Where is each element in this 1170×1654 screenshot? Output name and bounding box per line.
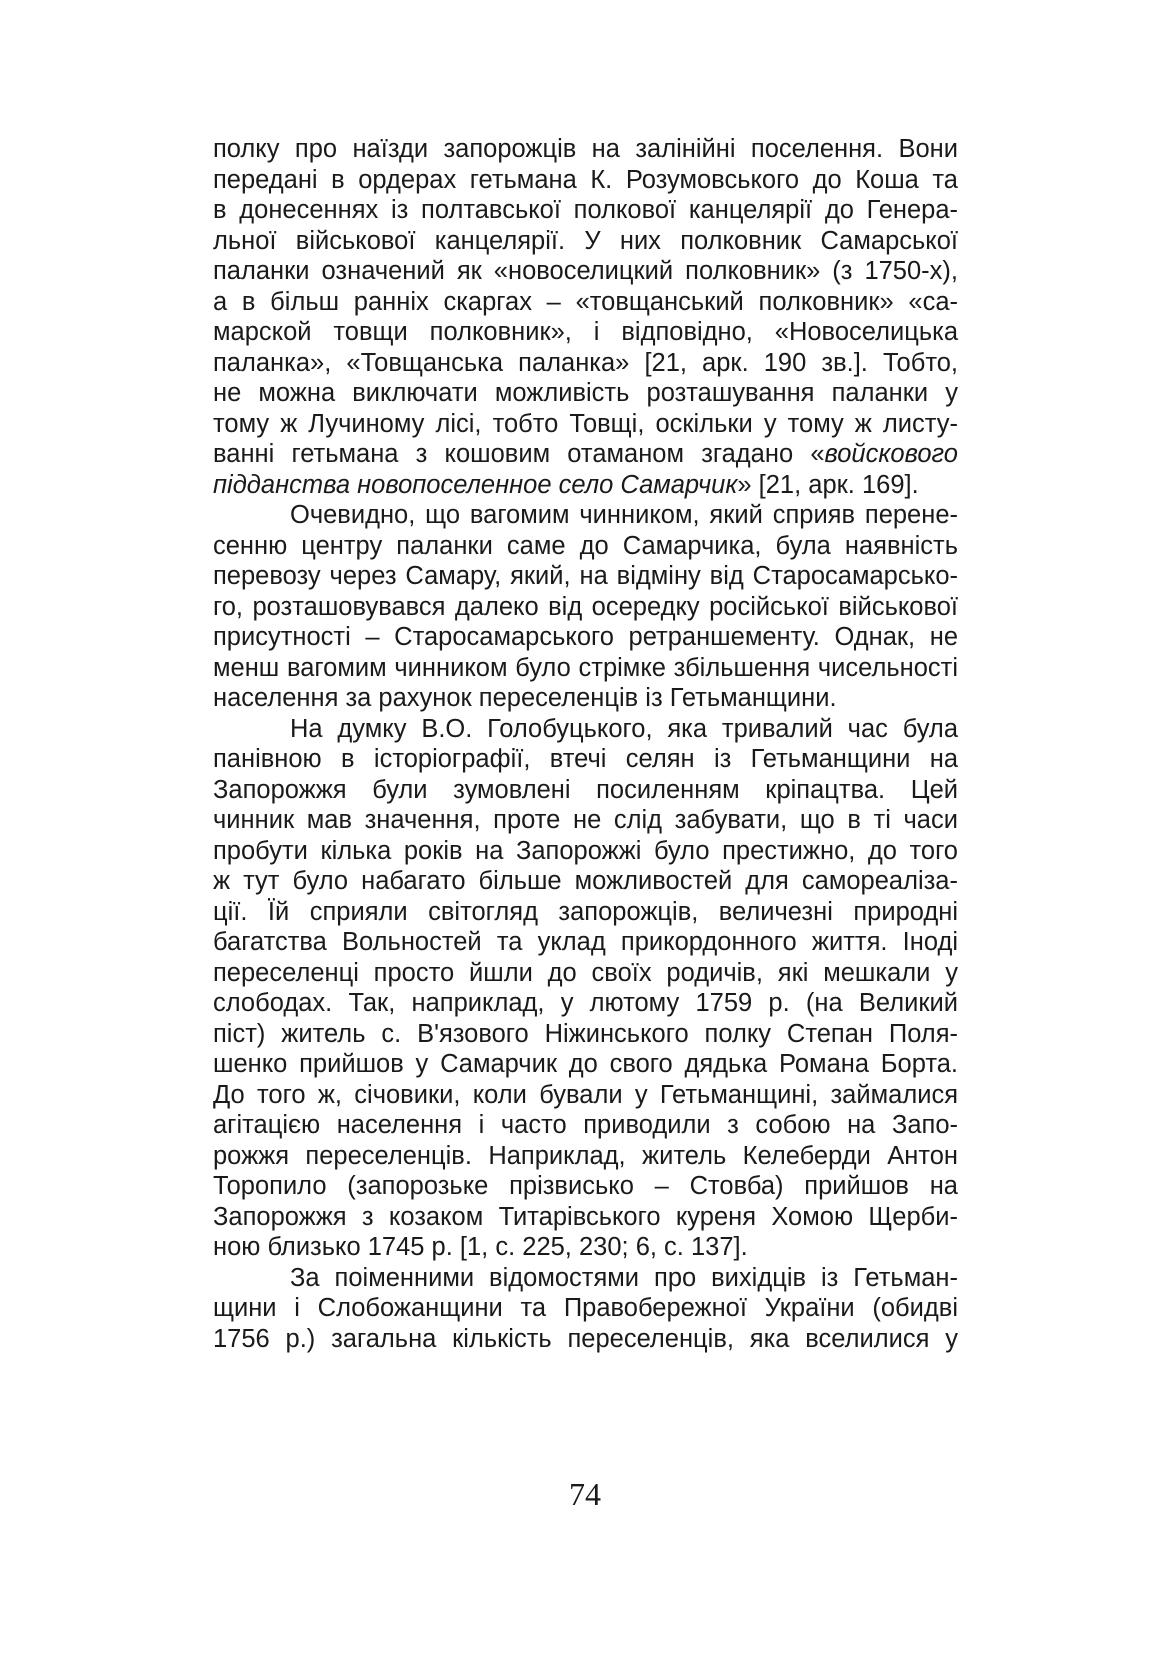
text-line: льної військової канцелярії. У них полковник Самарської xyxy=(213,226,958,255)
text-line: агітацією населення і часто приводили з собою на Запо- xyxy=(213,1111,958,1139)
text-line: не можна виключати можливість розташування паланки у xyxy=(213,379,958,407)
text-line: чинник мав значення, проте не слід забувати, що в ті часи xyxy=(213,806,958,834)
text-run: За поіменними відомостями про вихідців із Гетьман- xyxy=(290,1263,958,1292)
text-line: ції. Їй сприяли світогляд запорожців, величезні природні xyxy=(213,897,958,926)
text-line: Запорожжя були зумовлені посиленням кріпацтва. Цей xyxy=(213,775,958,804)
paragraph-start xyxy=(213,1263,958,1294)
text-line: а в більш ранніх скаргах – «товщанський полковник» «са- xyxy=(213,287,958,316)
text-line: щини і Слобожанщини та Правобережної України (обидві xyxy=(213,1294,958,1322)
text-line: населення за рахунок переселенців із Гетьманщини. xyxy=(213,684,837,712)
italic-quote: войскового xyxy=(824,440,958,468)
text-line: рожжя переселенців. Наприклад, житель Келеберди Антон xyxy=(213,1141,958,1170)
text-run: » [21, арк. 169]. xyxy=(737,470,919,499)
paragraph-start xyxy=(213,500,958,531)
text-line: піст) житель с. В'язового Ніжинського полку Степан Поля- xyxy=(213,1019,958,1048)
text-line: переселенці просто йшли до своїх родичів, які мешкали у xyxy=(213,958,958,987)
text-line: Торопило (запорозьке прізвисько – Стовба) прийшов на xyxy=(213,1172,958,1200)
text-run: ванні гетьмана з кошовим отаманом згадано « xyxy=(213,440,825,468)
text-line: 1756 р.) загальна кількість переселенців, яка вселилися у xyxy=(213,1324,958,1353)
text-line xyxy=(213,470,958,501)
text-line: паланка», «Товщанська паланка» [21, арк. 190 зв.]. Тобто, xyxy=(213,348,958,377)
text-line: передані в ордерах гетьмана К. Розумовського до Коша та xyxy=(213,165,958,194)
paragraph-start xyxy=(213,714,958,745)
text-line: перевозу через Самару, який, на відміну від Старосамарсько- xyxy=(213,562,958,590)
text-line: полку про наїзди запорожців на залінійні поселення. Вони xyxy=(213,135,958,163)
text-line: го, розташовувався далеко від осередку російської військової xyxy=(213,592,958,621)
text-line: тому ж Лучиному лісі, тобто Товщі, оскільки у тому ж листу- xyxy=(213,409,958,438)
page-number: 74 xyxy=(569,1476,601,1512)
text-run: На думку В.О. Голобуцького, яка тривалий час була xyxy=(290,714,958,743)
text-line: Запорожжя з козаком Титарівського куреня Хомою Щерби- xyxy=(213,1202,958,1231)
text-line: присутності – Старосамарського ретраншементу. Однак, не xyxy=(213,623,958,651)
text-line: слободах. Так, наприклад, у лютому 1759 р. (на Великий xyxy=(213,989,958,1017)
text-line: ж тут було набагато більше можливостей для самореаліза- xyxy=(213,867,958,895)
text-line xyxy=(213,439,958,470)
text-line: паланки означений як «новоселицкий полковник» (з 1750-х), xyxy=(213,257,958,285)
text-line: шенко прийшов у Самарчик до свого дядька Романа Борта. xyxy=(213,1050,958,1078)
text-line: багатства Вольностей та уклад прикордонного життя. Іноді xyxy=(213,928,958,956)
italic-quote: підданства новопоселенное село Самарчик xyxy=(213,470,738,499)
text-run: Очевидно, що вагомим чинником, який сприяв перене- xyxy=(290,501,958,529)
text-line: пробути кілька років на Запорожжі було престижно, до того xyxy=(213,836,958,865)
text-line: До того ж, січовики, коли бували у Гетьманщині, займалися xyxy=(213,1080,958,1109)
text-line: менш вагомим чинником було стрімке збільшення чисельності xyxy=(213,653,958,682)
body-text xyxy=(213,134,958,1354)
text-line: панівною в історіографії, втечі селян із Гетьманщини на xyxy=(213,745,958,773)
text-line: ною близько 1745 р. [1, с. 225, 230; 6, с. 137]. xyxy=(213,1233,748,1261)
text-line: в донесеннях із полтавської полкової канцелярії до Генера- xyxy=(213,196,958,224)
text-line: сенню центру паланки саме до Самарчика, була наявність xyxy=(213,531,958,560)
text-line: марской товщи полковник», і відповідно, «Новоселицька xyxy=(213,318,958,346)
